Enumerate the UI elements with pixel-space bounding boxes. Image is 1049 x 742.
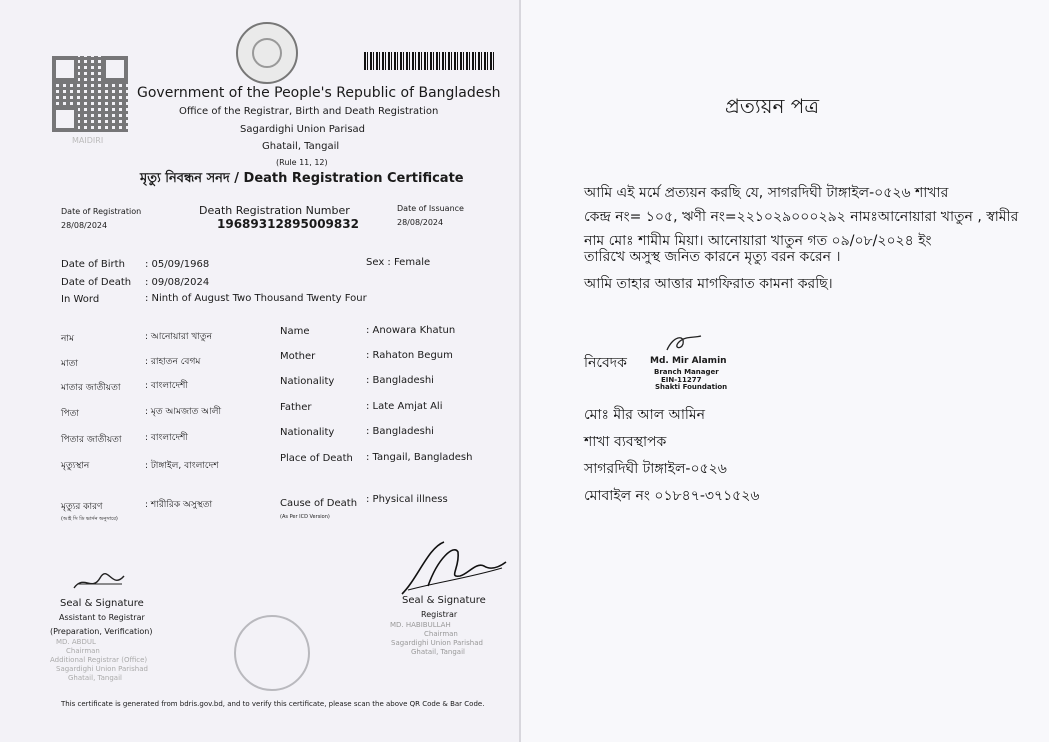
right-stamp-line2: Chairman bbox=[424, 630, 458, 638]
bn-mother-label: মাতা bbox=[61, 359, 78, 369]
right-seal-title: Seal & Signature bbox=[402, 595, 486, 606]
right-stamp-line1: MD. HABIBULLAH bbox=[390, 621, 451, 629]
signer-mobile: মোবাইল নং ০১৮৪৭-৩৭১৫২৬ bbox=[584, 488, 760, 504]
registrar-signature bbox=[398, 538, 510, 600]
reg-date: 28/08/2024 bbox=[61, 221, 108, 230]
bn-place: : টাঙ্গাইল, বাংলাদেশ bbox=[145, 461, 219, 471]
bn-cause-sub: (আই সি ডি ভার্সন অনুসারে) bbox=[61, 516, 118, 522]
mother-label: Mother bbox=[280, 351, 316, 362]
sex-value: Sex : Female bbox=[366, 257, 431, 268]
submitter-label: নিবেদক bbox=[584, 355, 627, 371]
bn-cause: : শারীরিক অসুস্থতা bbox=[145, 500, 213, 510]
union-round-seal bbox=[234, 615, 310, 691]
office-name: Office of the Registrar, Birth and Death Registration bbox=[179, 106, 439, 117]
attestation-page bbox=[521, 0, 1049, 742]
dob-value: : 05/09/1968 bbox=[145, 259, 210, 270]
qr-caption: MAIDIRI bbox=[72, 136, 104, 145]
signer-branch: সাগরদিঘী টাঙ্গাইল-০৫২৬ bbox=[584, 461, 727, 477]
attestation-line-1: আমি এই মর্মে প্রত্যয়ন করছি যে, সাগরদিঘী টাঙ্গাইল-০৫২৬ শাখার bbox=[584, 185, 949, 201]
dod-label: Date of Death bbox=[61, 277, 132, 288]
dob-label: Date of Birth bbox=[61, 259, 125, 270]
cause-sub: (As Per ICD Version) bbox=[280, 514, 330, 520]
attestation-title: প্রত্যয়ন পত্র bbox=[725, 94, 820, 118]
reg-number: 19689312895009832 bbox=[217, 217, 359, 231]
stamp-id: EIN-11277 bbox=[661, 376, 702, 384]
bn-father-label: পিতা bbox=[61, 409, 80, 419]
left-stamp-line3: Additional Registrar (Office) bbox=[50, 656, 148, 664]
stamp-role: Branch Manager bbox=[654, 368, 719, 376]
father-label: Father bbox=[280, 402, 312, 413]
bn-mother-nationality-label: মাতার জাতীয়তা bbox=[61, 383, 121, 393]
govt-title: Government of the People's Republic of Bangladesh bbox=[137, 85, 501, 101]
cause-value: : Physical illness bbox=[366, 494, 448, 505]
signer-role: শাখা ব্যবস্থাপক bbox=[584, 434, 667, 450]
place-value: : Tangail, Bangladesh bbox=[366, 452, 473, 463]
bn-mother-nationality: : বাংলাদেশী bbox=[145, 381, 188, 391]
left-seal-role2: (Preparation, Verification) bbox=[50, 627, 153, 636]
left-stamp-line5: Ghatail, Tangail bbox=[68, 674, 122, 682]
issue-date: 28/08/2024 bbox=[397, 218, 444, 227]
left-stamp-line1: MD. ABDUL bbox=[56, 638, 96, 646]
union-name: Sagardighi Union Parisad bbox=[240, 124, 366, 135]
bn-father: : মৃত আমজাত আলী bbox=[145, 407, 222, 417]
bn-name: : আনোয়ারা খাতুন bbox=[145, 332, 212, 342]
assistant-signature bbox=[72, 570, 128, 594]
left-seal-role: Assistant to Registrar bbox=[59, 613, 145, 622]
location: Ghatail, Tangail bbox=[262, 141, 340, 152]
bn-place-label: মৃত্যুস্থান bbox=[61, 461, 90, 471]
branch-manager-signature bbox=[663, 332, 705, 354]
bn-father-nationality: : বাংলাদেশী bbox=[145, 433, 188, 443]
rule-ref: (Rule 11, 12) bbox=[276, 158, 328, 167]
left-stamp-line2: Chairman bbox=[66, 647, 100, 655]
cause-label: Cause of Death bbox=[280, 498, 358, 509]
reg-date-label: Date of Registration bbox=[61, 207, 142, 216]
inword-value: : Ninth of August Two Thousand Twenty Four bbox=[145, 293, 367, 304]
father-value: : Late Amjat Ali bbox=[366, 401, 443, 412]
attestation-line-5: আমি তাহার আত্তার মাগফিরাত কামনা করছি। bbox=[584, 276, 833, 292]
footer-note: This certificate is generated from bdris.gov.bd, and to verify this certificate, please scan the above QR Code & Bar Code. bbox=[61, 700, 485, 708]
place-label: Place of Death bbox=[280, 453, 353, 464]
bn-cause-label: মৃত্যুর কারণ bbox=[61, 502, 103, 512]
inword-label: In Word bbox=[61, 294, 100, 305]
attestation-line-4: তারিখে অসুস্থ জনিত কারনে মৃত্যু বরন করেন । bbox=[584, 249, 841, 265]
stamp-name: Md. Mir Alamin bbox=[650, 356, 727, 366]
mother-nationality-value: : Bangladeshi bbox=[366, 375, 434, 386]
government-emblem bbox=[236, 22, 298, 84]
bn-father-nationality-label: পিতার জাতীয়তা bbox=[61, 435, 122, 445]
reg-number-label: Death Registration Number bbox=[199, 204, 350, 217]
qr-code bbox=[52, 56, 128, 132]
dod-value: : 09/08/2024 bbox=[145, 277, 210, 288]
right-stamp-line3: Sagardighi Union Parishad bbox=[391, 639, 483, 647]
attestation-line-3: নাম মোঃ শামীম মিয়া। আনোয়ারা খাতুন গত ০৯/০৮/২০২৪ ইং bbox=[584, 233, 932, 249]
certificate-title: মৃত্যু নিবন্ধন সনদ / Death Registration Certificate bbox=[140, 171, 464, 186]
signer-name: মোঃ মীর আল আমিন bbox=[584, 407, 706, 423]
father-nationality-value: : Bangladeshi bbox=[366, 426, 434, 437]
right-seal-role: Registrar bbox=[421, 610, 458, 619]
left-seal-title: Seal & Signature bbox=[60, 598, 144, 609]
bn-mother: : রাহাতন বেগম bbox=[145, 357, 201, 367]
death-certificate-page bbox=[0, 0, 520, 742]
barcode bbox=[364, 52, 494, 70]
name-value: : Anowara Khatun bbox=[366, 325, 456, 336]
left-stamp-line4: Sagardighi Union Parishad bbox=[56, 665, 148, 673]
issue-date-label: Date of Issuance bbox=[397, 204, 464, 213]
bn-name-label: নাম bbox=[61, 334, 74, 344]
attestation-line-2: কেন্দ্র নং= ১০৫, ঋণী নং=২২১০২৯০০০২৯২ নামঃআনোয়ারা খাতুন , স্বামীর bbox=[584, 209, 1019, 225]
right-stamp-line4: Ghatail, Tangail bbox=[411, 648, 465, 656]
mother-nationality-label: Nationality bbox=[280, 376, 335, 387]
stamp-org: Shakti Foundation bbox=[655, 383, 728, 391]
name-label: Name bbox=[280, 326, 310, 337]
father-nationality-label: Nationality bbox=[280, 427, 335, 438]
mother-value: : Rahaton Begum bbox=[366, 350, 453, 361]
